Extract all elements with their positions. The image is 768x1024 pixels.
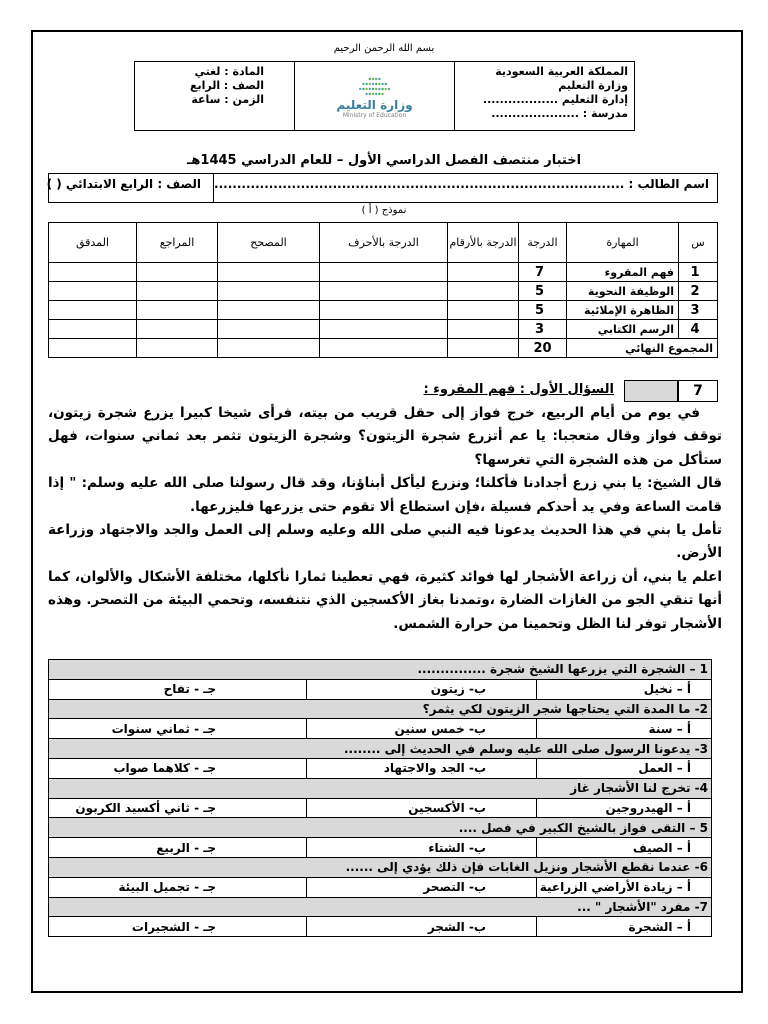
grade-digits-cell[interactable] xyxy=(448,301,519,320)
options-row xyxy=(49,877,712,897)
header-box xyxy=(134,61,635,131)
option-a[interactable]: أ – سنة xyxy=(537,719,712,739)
question-text: 2- ما المدة التي يحتاجها شجر الزيتون لكي يثمر؟ xyxy=(49,699,712,719)
question-row xyxy=(49,739,712,759)
total-letters-cell[interactable] xyxy=(320,339,448,358)
grade-digits-cell[interactable] xyxy=(448,320,519,339)
option-a[interactable]: أ – الصيف xyxy=(537,838,712,858)
total-value: 20 xyxy=(519,339,567,358)
question-row xyxy=(49,897,712,917)
passage-paragraph: قال الشيخ: يا بني زرع أجدادنا فأكلنا؛ ونزرع ليأكل أبناؤنا، وقد قال رسولنا صلى الله عليه وسلم: " إذا قامت الساعة وفي يد أحدكم فسيلة ،فإن استطاع ألا تقوم حتى يزرعها فليزرعها. xyxy=(48,475,722,515)
total-corrector-cell[interactable] xyxy=(218,339,320,358)
row-skill: الظاهرة الإملائية xyxy=(567,301,679,320)
table-row xyxy=(49,282,718,301)
options-row xyxy=(49,719,712,739)
row-number: 4 xyxy=(679,320,718,339)
question-text: 3- يدعونا الرسول صلى الله عليه وسلم في الحديث إلى ........ xyxy=(49,739,712,759)
col-auditor: المدقق xyxy=(49,223,137,263)
question-text: 7- مفرد "الأشجار " ... xyxy=(49,897,712,917)
col-reviewer: المراجع xyxy=(137,223,218,263)
question-row xyxy=(49,857,712,877)
question-row xyxy=(49,778,712,798)
model-label: نموذج ( أ ) xyxy=(361,205,407,216)
question-row xyxy=(49,660,712,680)
question-text: 5 – التقى فواز بالشيخ الكبير في فصل .... xyxy=(49,818,712,838)
row-skill: فهم المقروء xyxy=(567,263,679,282)
col-number: س xyxy=(679,223,718,263)
options-row xyxy=(49,679,712,699)
row-number: 3 xyxy=(679,301,718,320)
marks-table xyxy=(48,222,718,358)
reviewer-cell[interactable] xyxy=(137,263,218,282)
options-row xyxy=(49,758,712,778)
ministry-line: وزارة التعليم xyxy=(558,79,628,92)
grade-letters-cell[interactable] xyxy=(320,320,448,339)
student-name-field[interactable]: اسم الطالب : .......................................................................................... xyxy=(213,174,717,202)
question-row xyxy=(49,818,712,838)
option-b[interactable]: ب- خمس سنين xyxy=(307,719,537,739)
total-reviewer-cell[interactable] xyxy=(137,339,218,358)
options-row xyxy=(49,917,712,937)
option-c[interactable]: جـ - تجميل البيئة xyxy=(49,877,307,897)
basmala: بسم الله الرحمن الرحيم xyxy=(333,43,435,54)
option-a[interactable]: أ – العمل xyxy=(537,758,712,778)
row-skill: الوظيفة النحوية xyxy=(567,282,679,301)
option-a[interactable]: أ – زيادة الأراضي الزراعية xyxy=(537,877,712,897)
options-row xyxy=(49,838,712,858)
passage-paragraph: في يوم من أيام الربيع، خرج فواز إلى حقل قريب من بيته، فرأى شيخا كبيرا يزرع شجرة زيتون، توقف فواز وقال متعجبا: يا عم أتزرع شجرة الزيتون؟ وشجرة الزيتون تثمر بعد ثماني سنوات، فهل ستأكل من هذه الشجرة التي تغرسها؟ xyxy=(48,405,722,468)
exam-title: اختبار منتصف الفصل الدراسي الأول – للعام الدراسي 1445هـ xyxy=(186,153,582,168)
option-c[interactable]: جـ - تفاح xyxy=(49,679,307,699)
passage-paragraph: اعلم يا بني، أن زراعة الأشجار لها فوائد كثيرة، فهي تعطينا ثمارا نأكلها، مختلفة الأشكال والألوان، كما أنها تنقي الجو من الغازات الضارة ،وتمدنا بغاز الأكسجين الذي نتنفسه، وتحمي البيئة من التصحر. وهذه الأشجار توفر لنا الظل وتحمينا من حرارة الشمس. xyxy=(48,568,722,632)
col-corrector: المصحح xyxy=(218,223,320,263)
total-label: المجموع النهائي xyxy=(567,339,718,358)
row-skill: الرسم الكتابي xyxy=(567,320,679,339)
time-line: الزمن : ساعة xyxy=(191,93,264,106)
grade-letters-cell[interactable] xyxy=(320,263,448,282)
question1-title: السؤال الأول : فهم المقروء : xyxy=(423,382,614,397)
question1-grade-box[interactable] xyxy=(624,380,678,402)
row-grade: 5 xyxy=(519,282,567,301)
col-grade-letters: الدرجة بالأحرف xyxy=(320,223,448,263)
option-c[interactable]: جـ - كلاهما صواب xyxy=(49,758,307,778)
col-grade-digits: الدرجة بالأرقام xyxy=(448,223,519,263)
total-row xyxy=(49,339,718,358)
corrector-cell[interactable] xyxy=(218,320,320,339)
row-grade: 3 xyxy=(519,320,567,339)
grade-digits-cell[interactable] xyxy=(448,263,519,282)
option-a[interactable]: أ – نخيل xyxy=(537,679,712,699)
grade-letters-cell[interactable] xyxy=(320,282,448,301)
auditor-cell[interactable] xyxy=(49,320,137,339)
header-left xyxy=(135,62,294,130)
row-grade: 5 xyxy=(519,301,567,320)
table-row xyxy=(49,301,718,320)
question1-score: 7 xyxy=(678,380,718,402)
option-a[interactable]: أ – الهيدروجين xyxy=(537,798,712,818)
ministry-logo-icon xyxy=(355,76,395,98)
row-number: 2 xyxy=(679,282,718,301)
subject-line: المادة : لغتي xyxy=(194,65,264,78)
reading-passage xyxy=(48,402,722,636)
reviewer-cell[interactable] xyxy=(137,282,218,301)
question1-header xyxy=(48,380,718,402)
admin-line: إدارة التعليم .................. xyxy=(482,93,628,106)
option-b[interactable]: ب- الأكسجين xyxy=(307,798,537,818)
school-line: مدرسة : ..................... xyxy=(491,107,628,120)
passage-paragraph: تأمل يا بني في هذا الحديث يدعونا فيه النبي صلى الله وعليه وسلم إلى العمل والجد والاجتهاد وزراعة الأرض. xyxy=(48,522,722,562)
option-b[interactable]: ب- الشتاء xyxy=(307,838,537,858)
mcq-table xyxy=(48,659,712,937)
option-c[interactable]: جـ - الشجيرات xyxy=(49,917,307,937)
header-right xyxy=(454,62,634,130)
option-a[interactable]: أ – الشجرة xyxy=(537,917,712,937)
question-row xyxy=(49,699,712,719)
option-c[interactable]: جـ - الربيع xyxy=(49,838,307,858)
student-box xyxy=(48,173,718,203)
option-b[interactable]: ب- الشجر xyxy=(307,917,537,937)
row-number: 1 xyxy=(679,263,718,282)
marks-header-row xyxy=(49,223,718,263)
auditor-cell[interactable] xyxy=(49,301,137,320)
header-logo xyxy=(294,62,454,130)
question-text: 1 – الشجرة التي يزرعها الشيخ شجرة ............... xyxy=(49,660,712,680)
question-text: 6- عندما نقطع الأشجار ونزيل الغابات فإن ذلك يؤدي إلى ...... xyxy=(49,857,712,877)
country-line: المملكة العربية السعودية xyxy=(495,65,628,78)
option-b[interactable]: ب- الجد والاجتهاد xyxy=(307,758,537,778)
table-row xyxy=(49,320,718,339)
corrector-cell[interactable] xyxy=(218,301,320,320)
col-grade: الدرجة xyxy=(519,223,567,263)
total-auditor-cell[interactable] xyxy=(49,339,137,358)
question-text: 4- تخرج لنا الأشجار غاز xyxy=(49,778,712,798)
total-digits-cell[interactable] xyxy=(448,339,519,358)
auditor-cell[interactable] xyxy=(49,263,137,282)
table-row xyxy=(49,263,718,282)
logo-subtext: Ministry of Education xyxy=(342,111,407,119)
corrector-cell[interactable] xyxy=(218,263,320,282)
grade-line: الصف : الرابع xyxy=(189,79,264,92)
reviewer-cell[interactable] xyxy=(137,301,218,320)
corrector-cell[interactable] xyxy=(218,282,320,301)
option-c[interactable]: جـ - ثاني أكسيد الكربون xyxy=(49,798,307,818)
auditor-cell[interactable] xyxy=(49,282,137,301)
option-b[interactable]: ب- التصحر xyxy=(307,877,537,897)
option-c[interactable]: جـ - ثماني سنوات xyxy=(49,719,307,739)
option-b[interactable]: ب- زيتون xyxy=(307,679,537,699)
options-row xyxy=(49,798,712,818)
row-grade: 7 xyxy=(519,263,567,282)
student-grade-field[interactable]: الصف : الرابع الابتدائي ( ) xyxy=(46,177,202,191)
logo-text: وزارة التعليم xyxy=(336,97,413,112)
col-skill: المهارة xyxy=(567,223,679,263)
grade-digits-cell[interactable] xyxy=(448,282,519,301)
grade-letters-cell[interactable] xyxy=(320,301,448,320)
reviewer-cell[interactable] xyxy=(137,320,218,339)
